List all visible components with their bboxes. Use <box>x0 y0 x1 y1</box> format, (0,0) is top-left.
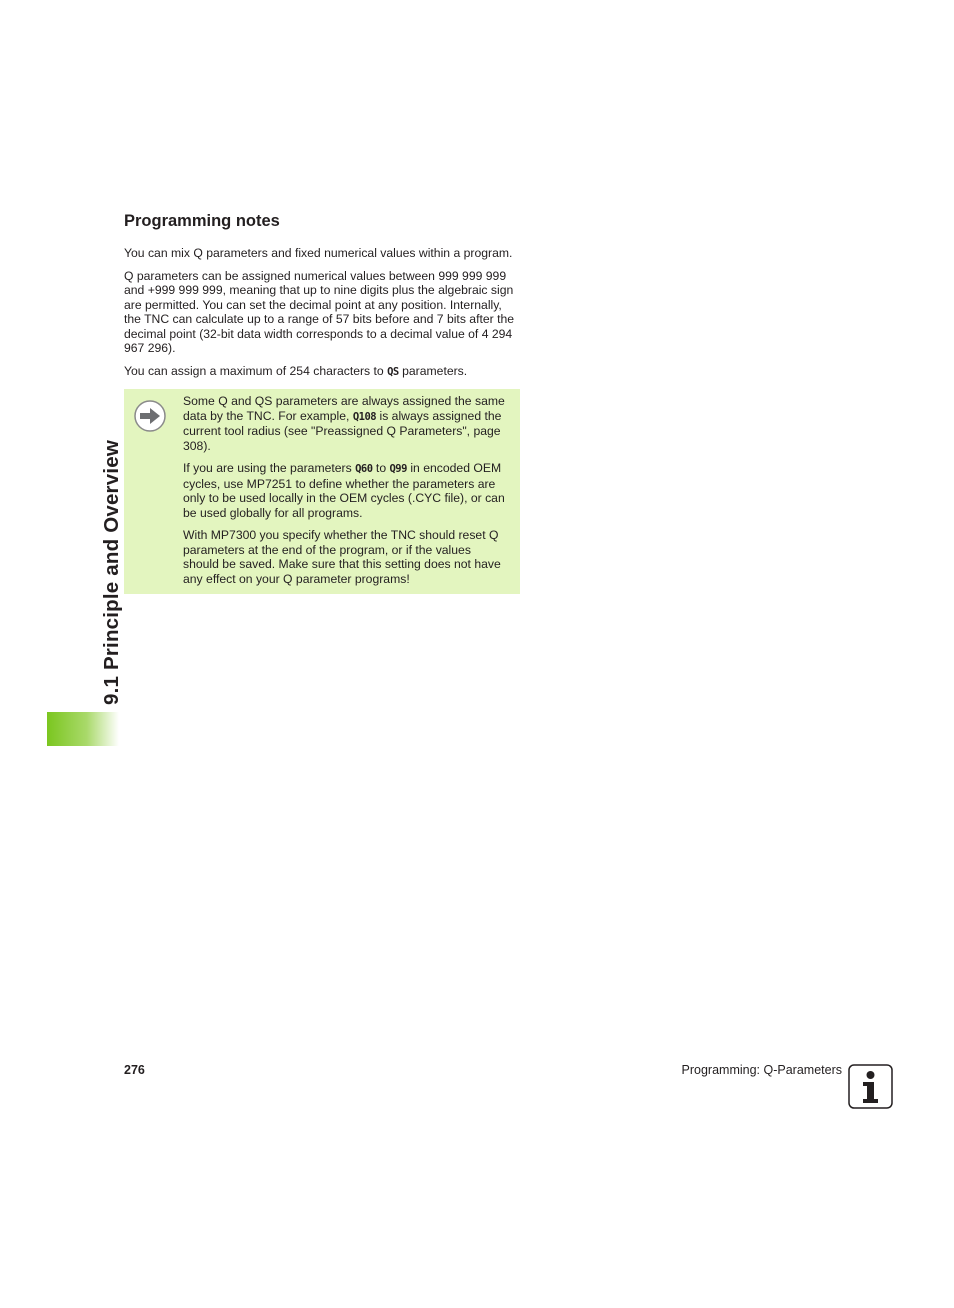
note-paragraph-mp7300: With MP7300 you specify whether the TNC should reset Q parameters at the end of the program, or if the values should be saved. Make sure that this setting does not have any effect on your Q parameter programs! <box>183 528 501 586</box>
code-qs: QS <box>387 365 399 378</box>
page-number: 276 <box>124 1063 145 1077</box>
code-q99: Q99 <box>389 463 407 475</box>
chapter-tab-title: 9.1 Principle and Overview <box>100 440 123 705</box>
chapter-tab-marker <box>47 712 119 746</box>
main-content <box>124 210 520 594</box>
section-heading: Programming notes <box>124 212 280 230</box>
footer-chapter-title: Programming: Q-Parameters <box>681 1063 842 1077</box>
arrow-right-icon <box>134 400 166 432</box>
paragraph-value-range: Q parameters can be assigned numerical values between 999 999 999 and +999 999 999, meaning that up to nine digits plus the algebraic sign are permitted. You can set the decimal point at any position. Internally, the TNC can calculate up to a range of 57 bits before and 7 bits after the decimal point (32-bit data width corresponds to a decimal value of 4 294 967 296). <box>124 268 515 355</box>
paragraph-mix-values: You can mix Q parameters and fixed numerical values within a program. <box>124 246 513 260</box>
code-q60: Q60 <box>355 463 373 475</box>
paragraph-qs-characters: You can assign a maximum of 254 characters to QS parameters. <box>124 363 468 378</box>
note-paragraph-preassigned: Some Q and QS parameters are always assigned the same data by the TNC. For example, Q108 is always assigned the current tool radius (see "Preassigned Q Parameters", page 308). <box>183 394 505 453</box>
code-q108: Q108 <box>352 410 377 423</box>
note-paragraph-oem-cycles: If you are using the parameters Q60 to Q99 in encoded OEM cycles, use MP7251 to define whether the parameters are only to be used locally in the OEM cycles (.CYC file), or can be used globally for all programs. <box>183 461 505 520</box>
side-tab <box>0 200 123 705</box>
note-box <box>124 389 520 594</box>
info-icon <box>848 1064 893 1109</box>
